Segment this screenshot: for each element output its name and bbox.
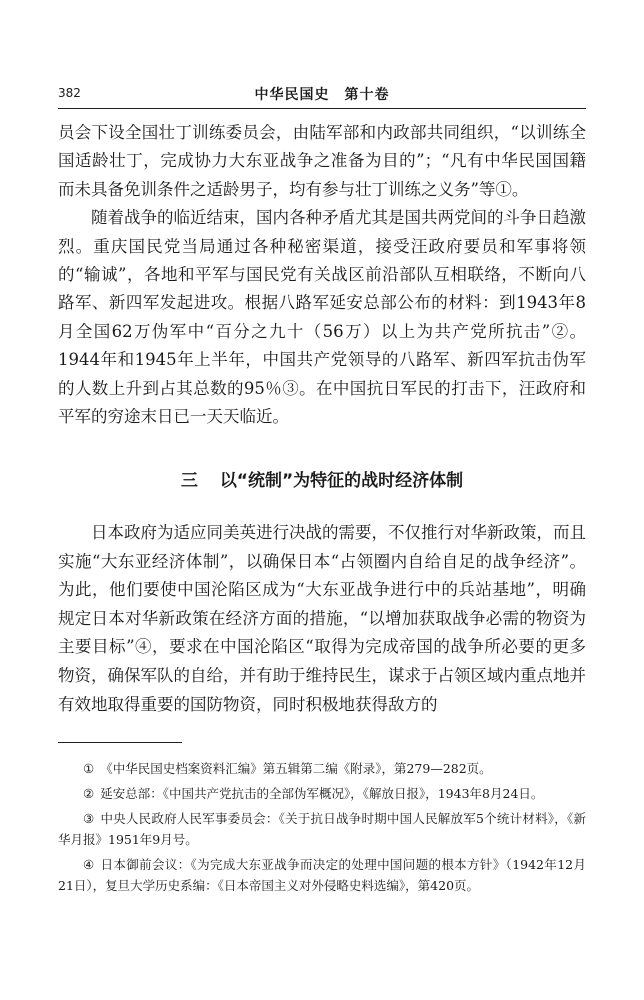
section-title: 以“统制”为特征的战时经济体制	[219, 471, 464, 491]
footnote-marker: ③	[83, 811, 95, 826]
header-divider	[58, 108, 586, 109]
section-heading	[58, 466, 586, 496]
footnote-text: 中央人民政府人民军事委员会：《关于抗日战争时期中国人民解放军5个统计材料》，《新华月报》1951年9月号。	[58, 811, 586, 847]
footnote-divider	[58, 742, 182, 743]
footnote-marker: ④	[83, 857, 95, 872]
footnote	[58, 854, 586, 896]
footnote	[58, 808, 586, 850]
paragraph: 随着战争的临近结束，国内各种矛盾尤其是国共两党间的斗争日趋激烈。重庆国民党当局通过各种秘密渠道，接受汪政府要员和军事将领的“输诚”，各地和平军与国民党有关战区前沿部队互相联络，不断向八路军、新四军发起进攻。根据八路军延安总部公布的材料：到1943年8月全国62万伪军中“百分之九十（56万）以上为共产党所抗击”②。1944年和1945年上半年，中国共产党领导的八路军、新四军抗击伪军的人数上升到占其总数的95％③。在中国抗日军民的打击下，汪政府和平军的穷途末日已一天天临近。	[58, 208, 586, 427]
footnote-text: 延安总部：《中国共产党抗击的全部伪军概况》，《解放日报》，1943年8月24日。	[100, 786, 544, 801]
paragraph-continued: 员会下设全国壮丁训练委员会，由陆军部和内政部共同组织，“以训练全国适龄壮丁，完成协力大东亚战争之准备为目的”；“凡有中华民国国籍而未具备免训条件之适龄男子，均有参与壮丁训练之义务”等①。	[58, 123, 586, 199]
section-text	[58, 519, 586, 719]
footnote-text: 日本御前会议：《为完成大东亚战争而决定的处理中国问题的根本方针》（1942年12月21日），复旦大学历史系编：《日本帝国主义对外侵略史料选编》，第420页。	[58, 857, 586, 893]
section-number: 三	[180, 471, 198, 491]
main-text	[58, 119, 586, 431]
page-number: 382	[58, 86, 81, 100]
paragraph: 日本政府为适应同美英进行决战的需要，不仅推行对华新政策，而且实施“大东亚经济体制”，以确保日本“占领圈内自给自足的战争经济”。为此，他们要使中国沦陷区成为“大东亚战争进行中的兵站基地”，明确规定日本对华新政策在经济方面的措施，“以增加获取战争必需的物资为主要目标”④，要求在中国沦陷区“取得为完成帝国的战争所必要的更多物资，确保军队的自给，并有助于维持民生，谋求于占领区域内重点地并有效地取得重要的国防物资，同时积极地获得敌方的	[58, 523, 586, 714]
footnote-marker: ②	[83, 786, 95, 801]
page-header	[58, 84, 586, 106]
footnotes	[58, 758, 586, 900]
footnote-marker: ①	[83, 761, 95, 776]
footnote	[58, 758, 586, 779]
running-title: 中华民国史 第十卷	[254, 87, 390, 103]
footnote-text: 《中华民国史档案资料汇编》第五辑第二编《附录》，第279—282页。	[100, 761, 492, 776]
footnote	[58, 783, 586, 804]
